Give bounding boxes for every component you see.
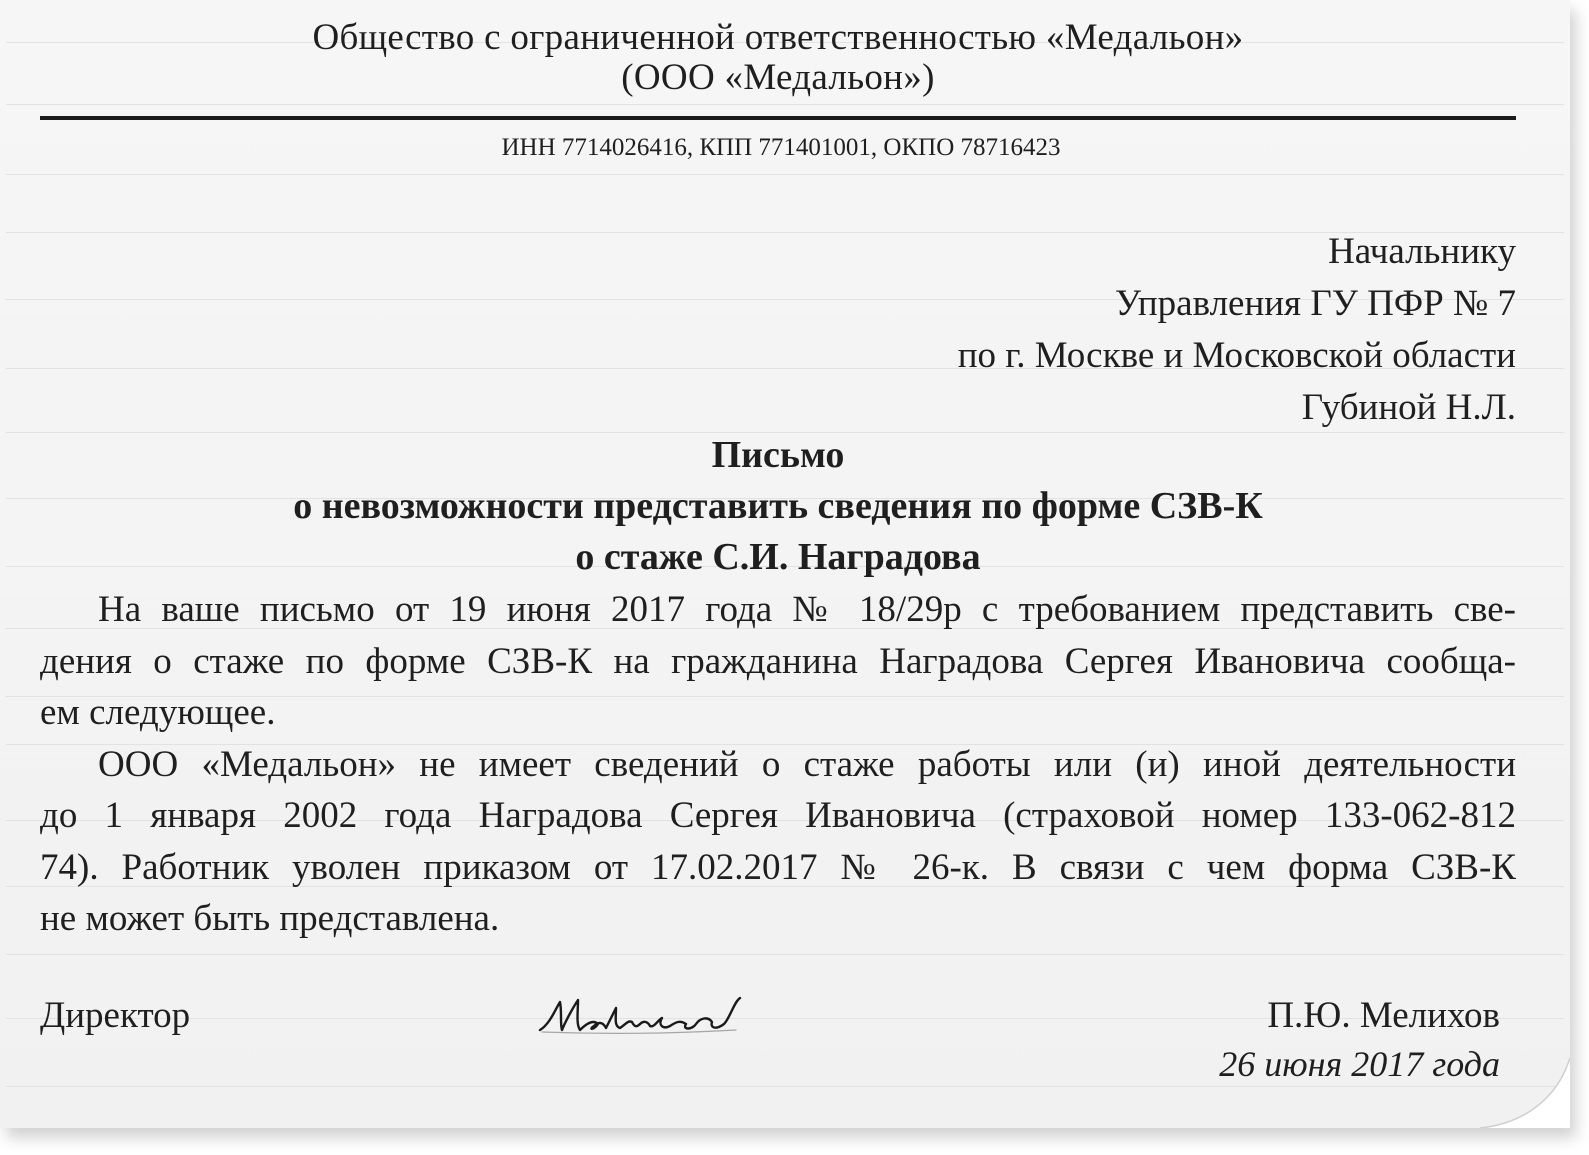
addressee-block (958, 226, 1516, 434)
organization-short-name: (ООО «Медальон») (621, 57, 935, 98)
signer-position: Директор (40, 995, 191, 1036)
header-divider (40, 116, 1516, 120)
paper-guide-line (6, 104, 1564, 105)
letter-body (40, 584, 1516, 945)
letter-title (0, 430, 1556, 583)
handwritten-signature (536, 990, 746, 1040)
body-line: не может быть представлена. (40, 898, 500, 939)
body-line: дения о стаже по форме СЗВ-К на гражданина Наградова Сергея Ивановича сообща- (40, 640, 1516, 682)
addressee-line: Начальнику (1328, 231, 1516, 272)
paper-guide-line (6, 174, 1564, 175)
page-curl (1480, 1058, 1570, 1128)
letter-date: 26 июня 2017 года (1219, 1044, 1500, 1084)
signer-name: П.Ю. Мелихов (1267, 995, 1500, 1036)
letter-title-line: Письмо (711, 434, 845, 476)
body-line: ем следующее. (40, 692, 276, 733)
organization-full-name: Общество с ограниченной ответственностью «Медальон» (312, 17, 1244, 58)
body-line: ООО «Медальон» не имеет сведений о стаже работы или (и) иной деятельности (98, 743, 1516, 785)
letter-title-line: о невозможности представить сведения по форме СЗВ-К (293, 485, 1263, 527)
addressee-line: Управления ГУ ПФР № 7 (1114, 283, 1516, 324)
addressee-line: Губиной Н.Л. (1301, 387, 1516, 428)
letter-title-line: о стаже С.И. Наградова (575, 536, 981, 578)
body-line: до 1 января 2002 года Наградова Сергея Ивановича (страховой номер 133-062-812 (40, 795, 1516, 836)
addressee-line: по г. Москве и Московской области (957, 335, 1516, 376)
body-line: 74). Работник уволен приказом от 17.02.2017 № 26-к. В связи с чем форма СЗВ-К (40, 846, 1516, 888)
organization-requisites: ИНН 7714026416, КПП 771401001, ОКПО 78716423 (501, 134, 1061, 161)
body-line: На ваше письмо от 19 июня 2017 года № 18/29р с требованием представить све- (98, 589, 1516, 630)
paper-guide-line (6, 954, 1564, 955)
